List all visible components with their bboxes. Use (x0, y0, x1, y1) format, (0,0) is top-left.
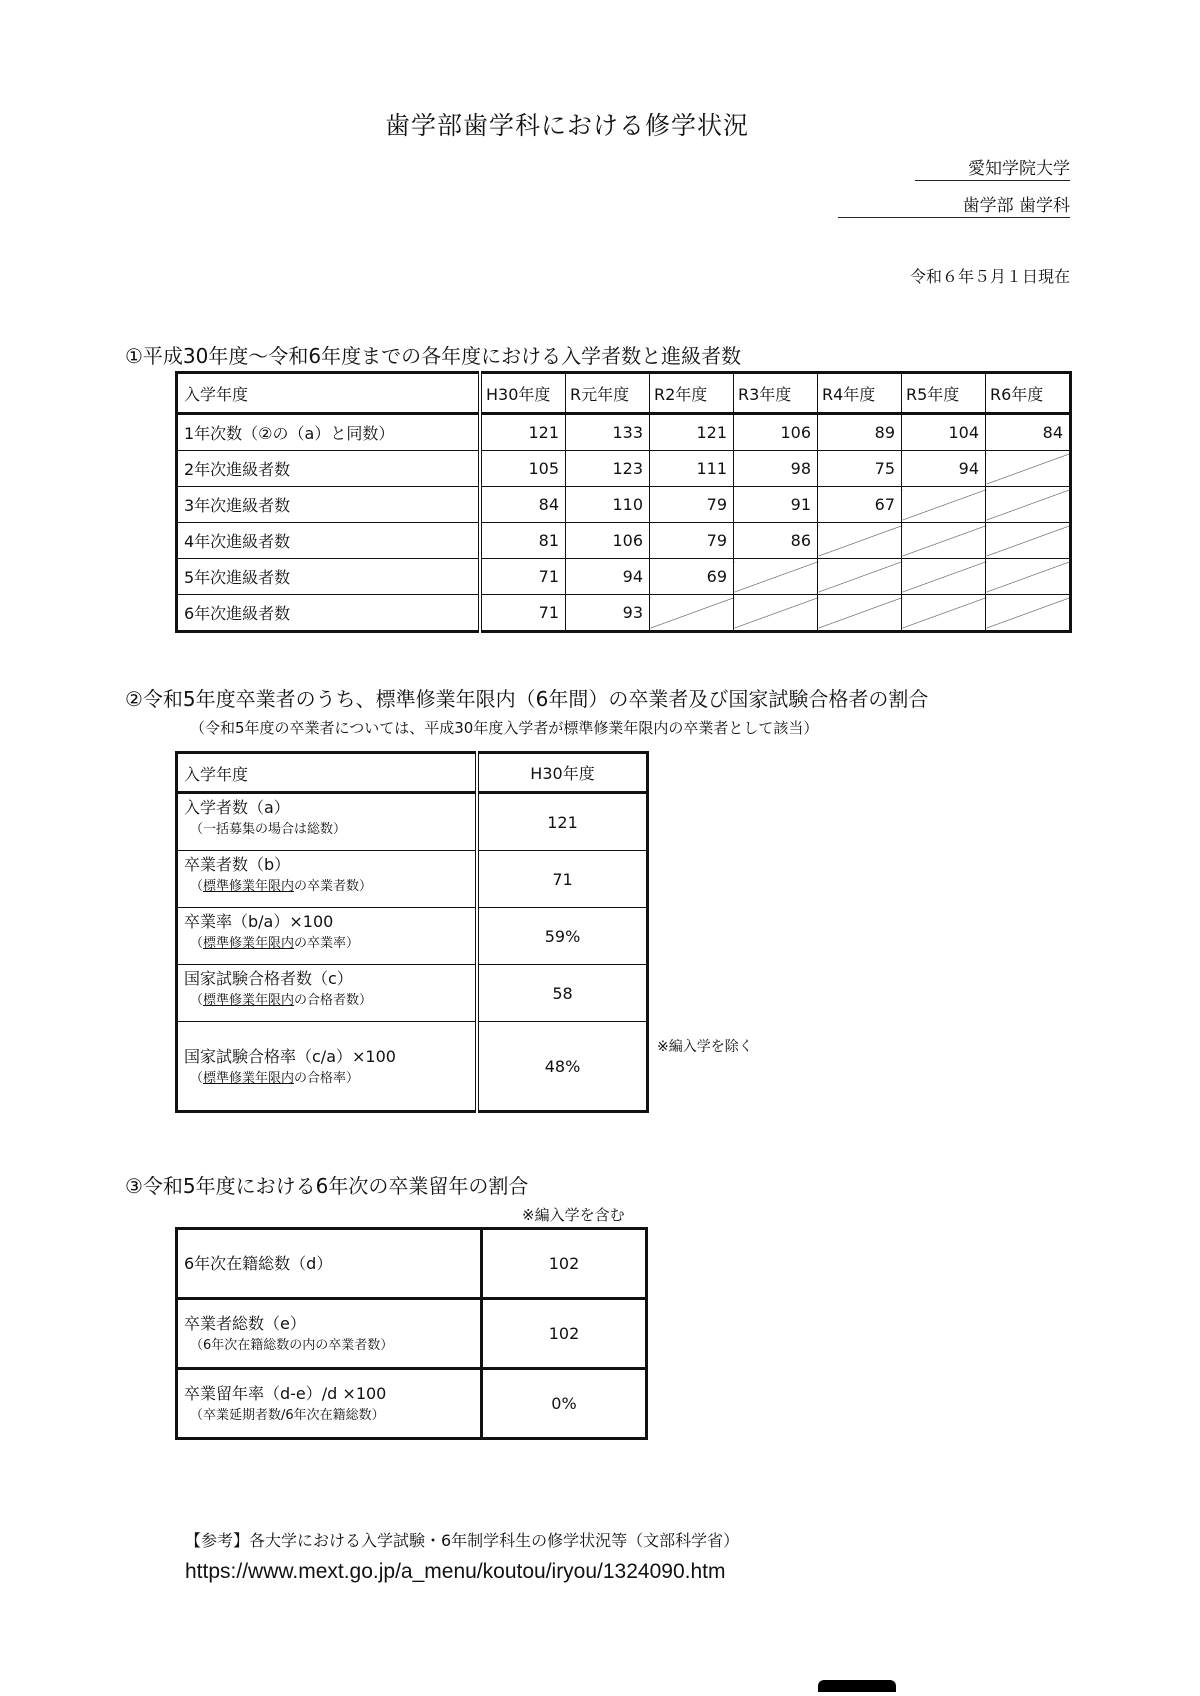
row-note (184, 877, 469, 897)
value-cell: 58 (477, 965, 648, 1022)
row-note (184, 820, 469, 840)
table-row (177, 414, 1071, 451)
row-note (184, 991, 469, 1011)
row-label: 5年次進級者数 (177, 559, 481, 595)
table-row (177, 1022, 648, 1112)
empty-cell-slashed (902, 487, 986, 523)
empty-cell-slashed (986, 595, 1071, 632)
empty-cell-slashed (902, 595, 986, 632)
value-cell: 104 (902, 414, 986, 451)
header-cell-label: 入学年度 (177, 373, 481, 414)
row-label: 2年次進級者数 (177, 451, 481, 487)
row-label: 卒業者総数（e） (184, 1313, 306, 1333)
value-cell: 84 (480, 487, 566, 523)
value-cell: 121 (477, 793, 648, 851)
row-label-cell (177, 965, 478, 1022)
empty-cell-slashed (818, 595, 902, 632)
row-label-cell (177, 1022, 478, 1112)
table-row (177, 965, 648, 1022)
row-note: （卒業延期者数/6年次在籍総数） (190, 1407, 385, 1423)
value-cell: 71 (480, 559, 566, 595)
page-title: 歯学部歯学科における修学状況 (385, 111, 750, 140)
department-name: 歯学部 歯学科 (838, 191, 1070, 218)
value-cell: 69 (650, 559, 734, 595)
value-cell: 110 (566, 487, 650, 523)
row-note-underlined: 標準修業年限内 (203, 993, 295, 1008)
value-cell: 91 (734, 487, 818, 523)
section2-remark: ※編入学を除く (657, 1039, 753, 1055)
table-row (177, 1369, 647, 1439)
row-note-suffix: の卒業者数） (294, 879, 373, 894)
empty-cell-slashed (818, 523, 902, 559)
table-row (177, 487, 1071, 523)
graduation-exam-rate-table (175, 751, 649, 1113)
value-cell: 86 (734, 523, 818, 559)
row-note-prefix: （ (190, 936, 204, 951)
row-note-underlined: 標準修業年限内 (203, 936, 295, 951)
row-note (184, 1069, 469, 1089)
value-cell: 106 (734, 414, 818, 451)
table-row (177, 851, 648, 908)
value-cell: 121 (650, 414, 734, 451)
row-label: 4年次進級者数 (177, 523, 481, 559)
row-label: 卒業留年率（d-e）/d ×100 (184, 1383, 387, 1403)
row-note (184, 934, 469, 954)
row-label: 6年次進級者数 (177, 595, 481, 632)
header-cell-year: R2年度 (650, 373, 734, 414)
row-label: 国家試験合格者数（c） (184, 969, 353, 988)
value-cell: 0% (482, 1369, 647, 1439)
row-note-underlined: 標準修業年限内 (203, 879, 295, 894)
row-label-cell (177, 1369, 482, 1439)
row-note-underlined: 標準修業年限内 (203, 1071, 295, 1086)
header-cell-year: R元年度 (566, 373, 650, 414)
value-cell: 106 (566, 523, 650, 559)
value-cell: 94 (902, 451, 986, 487)
row-note-prefix: （ (190, 993, 204, 1008)
value-cell: 111 (650, 451, 734, 487)
table-row (177, 523, 1071, 559)
value-cell: 89 (818, 414, 902, 451)
value-cell: 102 (482, 1229, 647, 1299)
empty-cell-slashed (902, 523, 986, 559)
section2-subnote: （令和5年度の卒業者については、平成30年度入学者が標準修業年限内の卒業者として該当） (190, 719, 819, 737)
section1-heading: ①平成30年度～令和6年度までの各年度における入学者数と進級者数 (125, 344, 742, 368)
empty-cell-slashed (902, 559, 986, 595)
enrollment-progression-table (175, 371, 1072, 633)
header-cell-year: R6年度 (986, 373, 1071, 414)
row-label: 卒業率（b/a）×100 (184, 912, 334, 931)
row-label: 6年次在籍総数（d） (184, 1253, 333, 1273)
value-cell: 93 (566, 595, 650, 632)
row-note-suffix: の合格者数） (294, 993, 373, 1008)
header-cell-year: R5年度 (902, 373, 986, 414)
row-note-prefix: （ (190, 1071, 204, 1086)
row-label: 国家試験合格率（c/a）×100 (184, 1047, 396, 1066)
value-cell: 79 (650, 487, 734, 523)
empty-cell-slashed (734, 559, 818, 595)
value-cell: 71 (480, 595, 566, 632)
row-label-cell (177, 793, 478, 851)
empty-cell-slashed (986, 559, 1071, 595)
value-cell: 71 (477, 851, 648, 908)
reference-link[interactable]: https://www.mext.go.jp/a_menu/koutou/iryou/1324090.htm (185, 1560, 726, 1583)
value-cell: 94 (566, 559, 650, 595)
header-cell-year: R4年度 (818, 373, 902, 414)
table-header-row (177, 753, 648, 793)
value-cell: 81 (480, 523, 566, 559)
value-cell: 123 (566, 451, 650, 487)
value-cell: 84 (986, 414, 1071, 451)
empty-cell-slashed (734, 595, 818, 632)
table-header-row (177, 373, 1071, 414)
as-of-date: 令和６年５月１日現在 (909, 267, 1070, 286)
row-note-prefix: （ (190, 879, 204, 894)
row-label-cell (177, 1229, 482, 1299)
empty-cell-slashed (986, 451, 1071, 487)
university-name: 愛知学院大学 (915, 154, 1070, 181)
section3-remark: ※編入学を含む (522, 1206, 625, 1224)
value-cell: 79 (650, 523, 734, 559)
empty-cell-slashed (986, 487, 1071, 523)
row-note: （6年次在籍総数の内の卒業者数） (190, 1337, 394, 1353)
value-cell: 59% (477, 908, 648, 965)
empty-cell-slashed (986, 523, 1071, 559)
value-cell: 98 (734, 451, 818, 487)
row-label-cell (177, 1299, 482, 1369)
empty-cell-slashed (818, 559, 902, 595)
row-label: 卒業者数（b） (184, 855, 291, 874)
table-row (177, 451, 1071, 487)
value-cell: 67 (818, 487, 902, 523)
page-stamp-mark (818, 1680, 896, 1692)
row-label: 1年次数（②の（a）と同数） (177, 414, 481, 451)
section2-heading: ②令和5年度卒業者のうち、標準修業年限内（6年間）の卒業者及び国家試験合格者の割合 (125, 687, 929, 711)
graduation-delay-table (175, 1227, 648, 1440)
value-cell: 48% (477, 1022, 648, 1112)
table-row (177, 1229, 647, 1299)
table-row (177, 595, 1071, 632)
value-cell: 105 (480, 451, 566, 487)
row-label: 3年次進級者数 (177, 487, 481, 523)
row-note-suffix: の卒業率） (294, 936, 360, 951)
table-row (177, 559, 1071, 595)
table-row (177, 793, 648, 851)
row-note-suffix: の合格率） (294, 1071, 360, 1086)
value-cell: 133 (566, 414, 650, 451)
value-cell: 102 (482, 1299, 647, 1369)
row-label-cell (177, 851, 478, 908)
table-row (177, 908, 648, 965)
empty-cell-slashed (650, 595, 734, 632)
table-row (177, 1299, 647, 1369)
row-note-prefix: （一括募集の場合は総数） (190, 822, 347, 837)
row-label-cell (177, 908, 478, 965)
header-cell-year: H30年度 (477, 753, 648, 793)
section3-heading: ③令和5年度における6年次の卒業留年の割合 (125, 1174, 529, 1198)
value-cell: 121 (480, 414, 566, 451)
reference-text: 【参考】各大学における入学試験・6年制学科生の修学状況等（文部科学省） (185, 1531, 740, 1550)
header-cell-year: R3年度 (734, 373, 818, 414)
row-label: 入学者数（a） (184, 798, 290, 817)
header-cell-label: 入学年度 (177, 753, 478, 793)
value-cell: 75 (818, 451, 902, 487)
header-cell-year: H30年度 (480, 373, 566, 414)
